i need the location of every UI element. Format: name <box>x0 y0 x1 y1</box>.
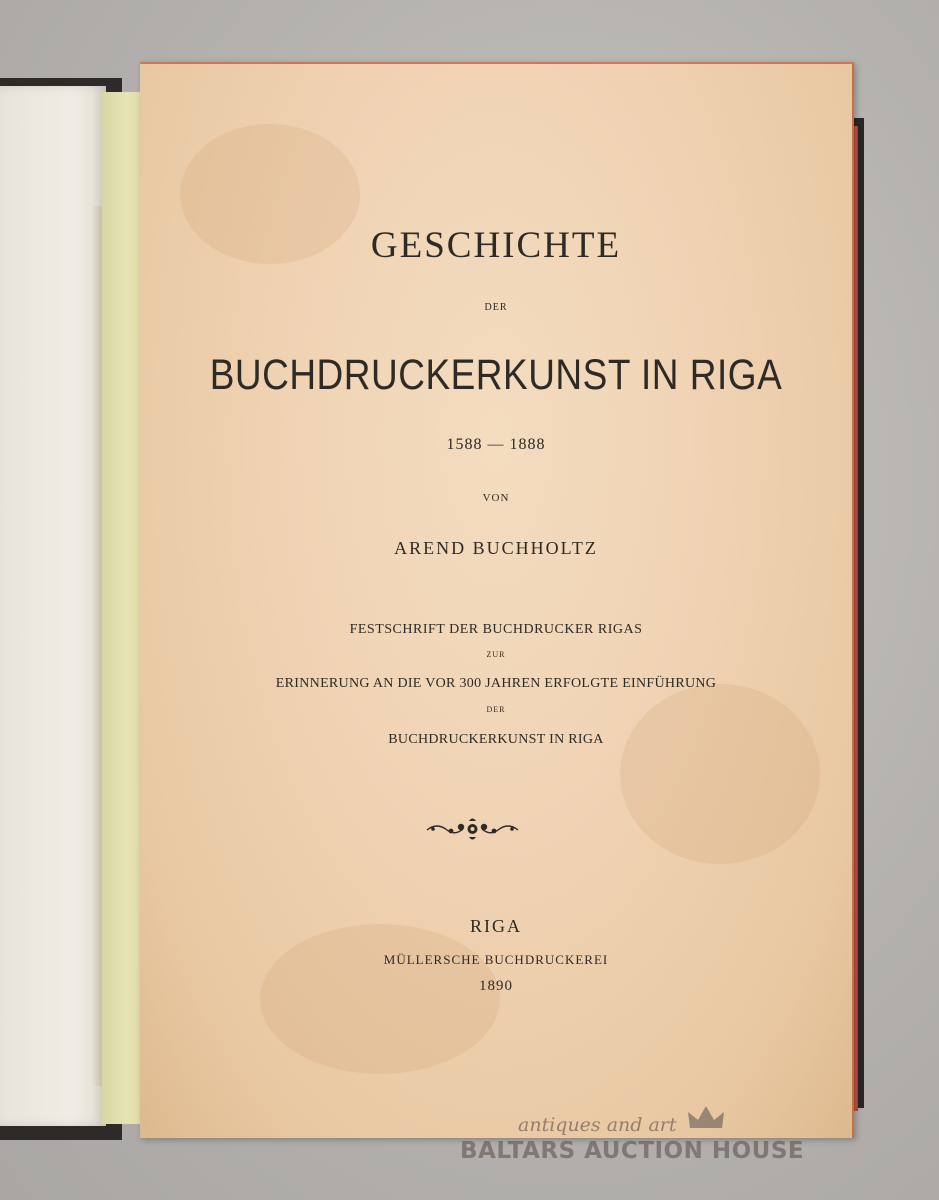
subject-repeat: BUCHDRUCKERKUNST IN RIGA <box>388 732 604 747</box>
watermark-tagline: antiques and art <box>518 1114 677 1136</box>
imprint-year: 1890 <box>479 978 513 994</box>
author-name: AREND BUCHHOLTZ <box>394 538 598 558</box>
year-range: 1588 — 1888 <box>446 436 546 453</box>
auction-watermark <box>460 1102 860 1172</box>
by-word: VON <box>482 492 510 504</box>
festschrift-line: FESTSCHRIFT DER BUCHDRUCKER RIGAS <box>349 622 643 637</box>
title-page <box>140 62 854 1138</box>
crown-icon <box>686 1104 726 1132</box>
imprint-publisher: MÜLLERSCHE BUCHDRUCKEREI <box>383 952 609 967</box>
commemoration-line: ERINNERUNG AN DIE VOR 300 JAHREN ERFOLGTE EINFÜHRUNG <box>275 676 717 691</box>
watermark-brand: BALTARS AUCTION HOUSE <box>460 1138 805 1164</box>
article-der: DER <box>484 302 508 313</box>
article-der-2: DER <box>486 705 506 714</box>
left-blank-leaf <box>0 86 106 1126</box>
book-subject: BUCHDRUCKERKUNST IN RIGA <box>209 350 783 398</box>
book-title: GESCHICHTE <box>370 225 622 266</box>
zur-word: ZUR <box>486 650 506 659</box>
imprint-place: RIGA <box>470 916 522 936</box>
floral-ornament-icon <box>425 816 520 842</box>
